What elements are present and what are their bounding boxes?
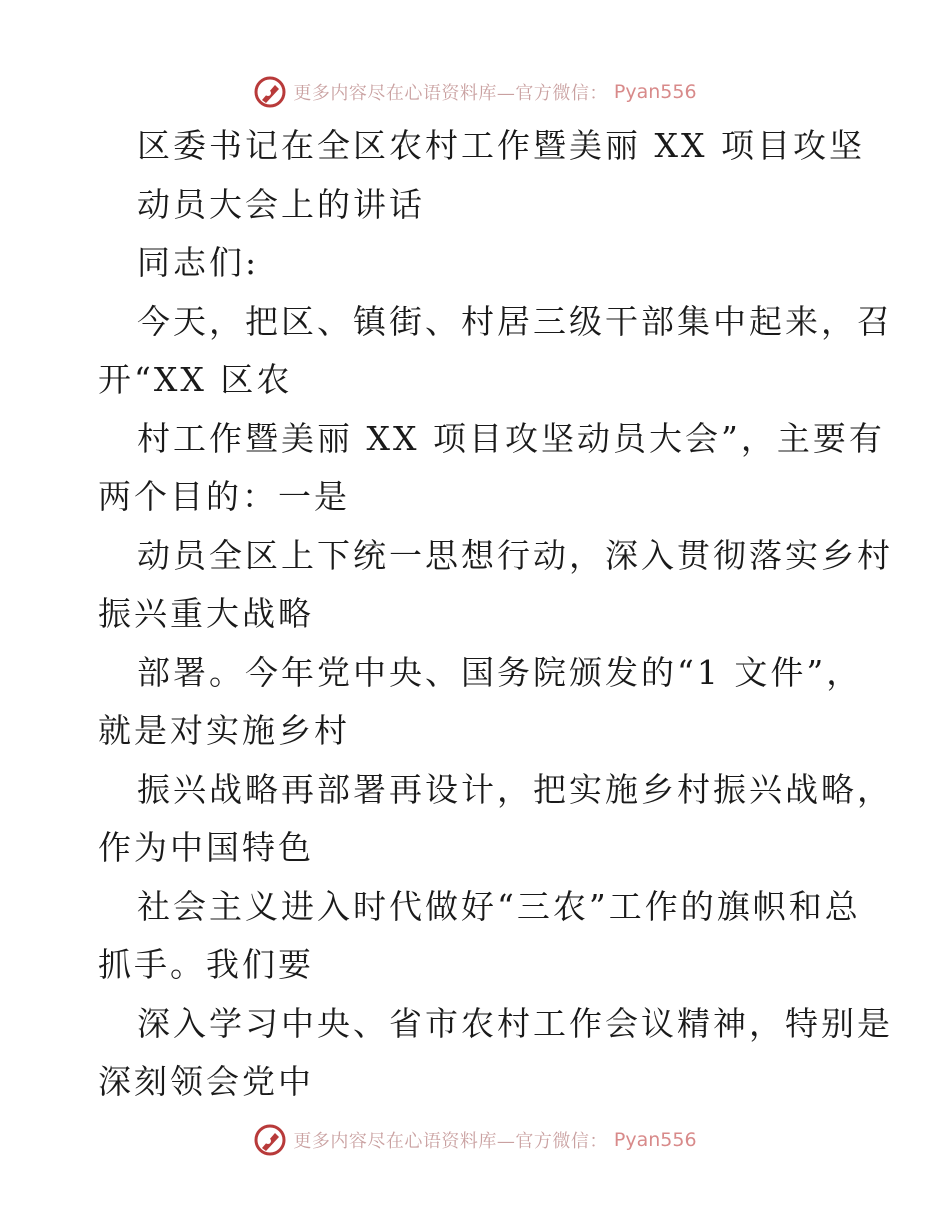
text-line: 深入学习中央、省市农村工作会议精神，特别是	[137, 1004, 893, 1043]
watermark-handle: Pyan556	[613, 81, 697, 103]
text-line: 村工作暨美丽 XX 项目攻坚动员大会”，主要有	[137, 419, 885, 458]
text-line: 动员全区上下统一思想行动，深入贯彻落实乡村	[137, 536, 893, 575]
watermark-text: 更多内容尽在心语资料库—官方微信：	[293, 1131, 608, 1152]
text-line: 社会主义进入时代做好“三农”工作的旗帜和总	[137, 887, 861, 926]
text-line: 抓手。我们要	[98, 945, 314, 984]
watermark-text: 更多内容尽在心语资料库—官方微信：	[293, 83, 608, 104]
text-line: 今天，把区、镇街、村居三级干部集中起来，召	[137, 302, 893, 341]
watermark-handle: Pyan556	[613, 1129, 697, 1151]
text-line: 就是对实施乡村	[98, 711, 350, 750]
text-line: 振兴重大战略	[98, 594, 314, 633]
text-line: 两个目的：一是	[98, 477, 350, 516]
text-line: 振兴战略再部署再设计，把实施乡村振兴战略，	[137, 770, 893, 809]
text-line: 部署。今年党中央、国务院颁发的“1 文件”，	[137, 653, 863, 692]
header-watermark	[0, 72, 950, 112]
logo-pen-icon	[253, 75, 287, 109]
logo-pen-icon	[253, 1123, 287, 1157]
footer-watermark	[0, 1120, 950, 1160]
title-line-1: 区委书记在全区农村工作暨美丽 XX 项目攻坚	[137, 126, 865, 165]
text-line: 作为中国特色	[98, 828, 314, 867]
salutation: 同志们:	[137, 243, 260, 282]
title-line-2: 动员大会上的讲话	[137, 185, 425, 224]
text-line: 开“XX 区农	[98, 360, 293, 399]
text-line: 深刻领会党中	[98, 1062, 314, 1101]
